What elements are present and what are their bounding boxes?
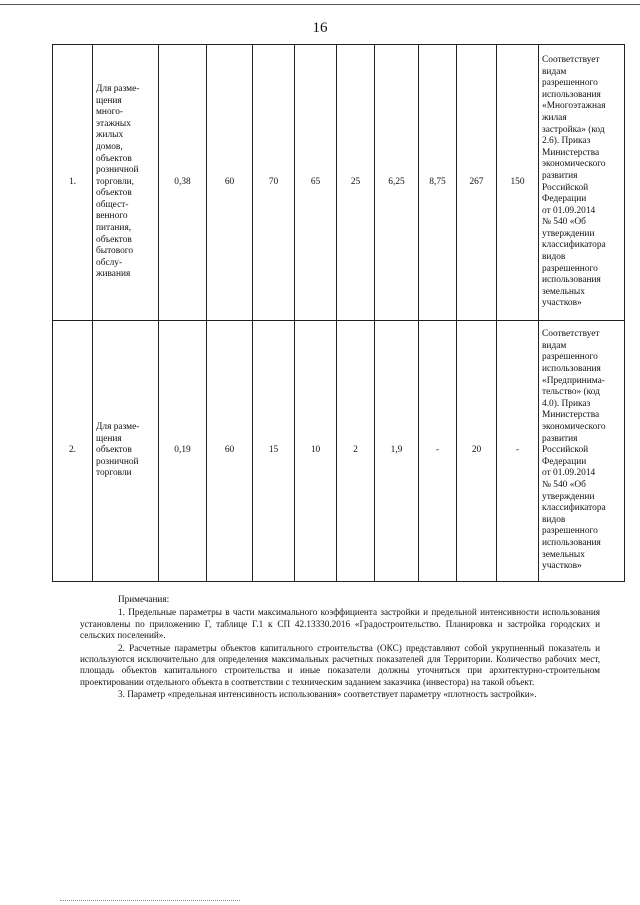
note-item-1: 1. Предельные параметры в части максимального коэффициента застройки и предельной интенсивности использования установлены по приложению Г, таблице Г.1 к СП 42.13330.2016 «Градостроительство. Планировка и застройка городских и сельских поселений». <box>80 607 600 641</box>
classification-note-line: тельство» (код <box>542 387 600 398</box>
classification-note-line: разрешенного <box>542 352 598 363</box>
permitted-use-line: домов, <box>96 141 123 152</box>
classification-note-line: от 01.09.2014 <box>542 468 596 479</box>
value-cell: 267 <box>457 45 497 321</box>
classification-note-line: застройка» (код <box>542 124 605 135</box>
classification-note-line: видам <box>542 340 567 351</box>
value-cell: 15 <box>253 321 295 582</box>
classification-note-line: утверждении <box>542 491 595 502</box>
permitted-use-line: розничной <box>96 165 139 176</box>
value-cell: 60 <box>207 45 253 321</box>
value-cell: 70 <box>253 45 295 321</box>
permitted-use-line: питания, <box>96 223 132 234</box>
notes-section <box>80 594 600 702</box>
permitted-use-line: торговли, <box>96 176 134 187</box>
classification-note-line: использования <box>542 537 601 548</box>
classification-note-line: «Предпринима- <box>542 375 605 386</box>
permitted-use-cell <box>93 45 159 321</box>
top-rule <box>0 4 640 5</box>
value-cell: 25 <box>337 45 375 321</box>
value-cell: 150 <box>497 45 539 321</box>
classification-note-line: Федерации <box>542 456 587 467</box>
classification-note-line: разрешенного <box>542 526 598 537</box>
permitted-use-line: Для разме- <box>96 422 140 433</box>
permitted-use-line: много- <box>96 107 124 118</box>
value-cell: - <box>497 321 539 582</box>
permitted-use-line: объектов <box>96 188 132 199</box>
notes-title: Примечания: <box>118 594 170 604</box>
permitted-use-line: обслу- <box>96 257 123 268</box>
permitted-use-line: торговли <box>96 468 132 479</box>
classification-note-line: Соответствует <box>542 329 600 340</box>
classification-note-line: участков» <box>542 561 582 572</box>
classification-note-line: развития <box>542 170 578 181</box>
table-body <box>53 45 625 582</box>
classification-note-line: земельных <box>542 549 585 560</box>
permitted-use-line: объектов <box>96 445 132 456</box>
permitted-use-cell <box>93 321 159 582</box>
permitted-use-line: бытового <box>96 246 134 257</box>
permitted-use-line: жилых <box>96 130 124 141</box>
row-number: 2. <box>53 321 93 582</box>
permitted-use-line: щения <box>96 433 122 444</box>
classification-note-line: Министерства <box>542 147 600 158</box>
value-cell: 20 <box>457 321 497 582</box>
classification-note-line: № 540 «Об <box>542 479 586 490</box>
classification-note-line: разрешенного <box>542 78 598 89</box>
value-cell: 6,25 <box>375 45 419 321</box>
value-cell: 1,9 <box>375 321 419 582</box>
permitted-use-line: этажных <box>96 118 131 129</box>
value-cell: 0,38 <box>159 45 207 321</box>
permitted-use-line: объектов <box>96 153 132 164</box>
classification-note-line: Соответствует <box>542 54 600 65</box>
permitted-use-line: общест- <box>96 199 129 210</box>
note-item-3: 3. Параметр «предельная интенсивность использования» соответствует параметру «плотность застройки». <box>118 689 537 700</box>
classification-note-line: Министерства <box>542 410 600 421</box>
value-cell: - <box>419 321 457 582</box>
classification-note-line: от 01.09.2014 <box>542 205 596 216</box>
bottom-rule <box>60 900 240 901</box>
permitted-use-line: венного <box>96 211 128 222</box>
classification-note-line: использования <box>542 275 601 286</box>
page-number: 16 <box>312 20 328 36</box>
classification-note-line: видов <box>542 252 566 263</box>
table-row <box>53 45 625 321</box>
classification-note-cell <box>539 321 625 582</box>
classification-note-line: классификатора <box>542 503 606 514</box>
permitted-use-line: щения <box>96 95 122 106</box>
classification-note-line: видам <box>542 66 567 77</box>
classification-note-line: Федерации <box>542 194 587 205</box>
note-item-2: 2. Расчетные параметры объектов капитального строительства (ОКС) представляют собой укрупненный показатель и используются исключительно для определения максимальных расчетных показателей для Территории. Количество рабочих мест, площадь объектов капитального строительства и иные показатели должны уточняться при архитектурно-строительном проектировании отдельного объекта в соответствии с техническим заданием заказчика (инвестора) на такой объект. <box>80 642 600 687</box>
parameters-table <box>52 44 625 582</box>
classification-note-line: земельных <box>542 286 585 297</box>
classification-note-line: классификатора <box>542 240 606 251</box>
permitted-use-line: розничной <box>96 456 139 467</box>
classification-note-line: развития <box>542 433 578 444</box>
classification-note-line: Российской <box>542 445 589 456</box>
row-number: 1. <box>53 45 93 321</box>
classification-note-line: «Многоэтажная <box>542 101 606 112</box>
table-row <box>53 321 625 582</box>
classification-note-cell <box>539 45 625 321</box>
permitted-use-line: Для разме- <box>96 83 140 94</box>
value-cell: 10 <box>295 321 337 582</box>
permitted-use-line: живания <box>96 269 131 280</box>
classification-note-line: 2.6). Приказ <box>542 136 591 147</box>
classification-note-line: видов <box>542 514 566 525</box>
classification-note-line: участков» <box>542 298 582 309</box>
value-cell: 65 <box>295 45 337 321</box>
classification-note-line: жилая <box>542 112 567 123</box>
classification-note-line: разрешенного <box>542 263 598 274</box>
classification-note-line: утверждении <box>542 228 595 239</box>
permitted-use-line: объектов <box>96 234 132 245</box>
classification-note-line: 4.0). Приказ <box>542 398 591 409</box>
classification-note-line: использования <box>542 364 601 375</box>
value-cell: 2 <box>337 321 375 582</box>
value-cell: 0,19 <box>159 321 207 582</box>
classification-note-line: использования <box>542 89 601 100</box>
value-cell: 60 <box>207 321 253 582</box>
classification-note-line: экономического <box>542 422 606 433</box>
value-cell: 8,75 <box>419 45 457 321</box>
classification-note-line: Российской <box>542 182 589 193</box>
classification-note-line: экономического <box>542 159 606 170</box>
classification-note-line: № 540 «Об <box>542 217 586 228</box>
